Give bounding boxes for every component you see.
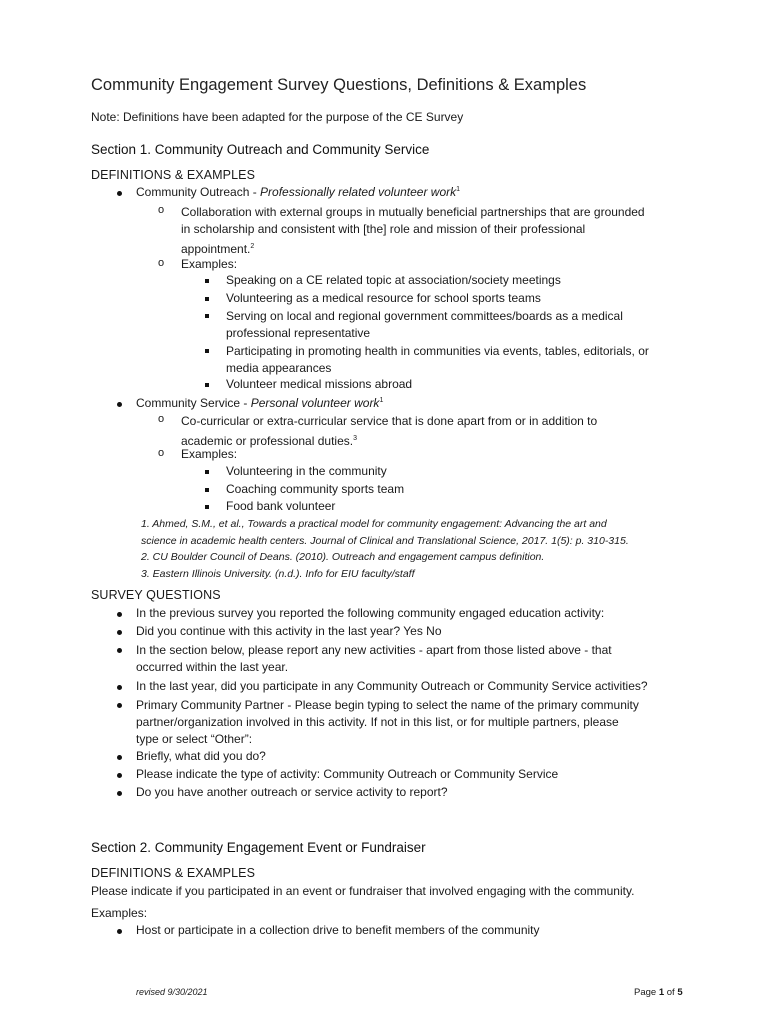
outreach-examples-label: Examples: — [181, 257, 238, 271]
service-italic: Personal volunteer work — [250, 396, 380, 410]
survey-question: In the previous survey you reported the following community engaged education activity: — [136, 606, 605, 620]
outreach-example: Volunteering as a medical resource for school sports teams — [226, 291, 541, 305]
outreach-definition-line: Collaboration with external groups in mutually beneficial partnerships that are grounded — [181, 205, 645, 219]
bullet-icon — [117, 755, 122, 760]
bullet-icon — [117, 402, 122, 407]
circle-bullet-icon: o — [158, 204, 165, 216]
section-2-intro: Please indicate if you participated in an event or fundraiser that involved engaging with the community. — [91, 884, 635, 898]
square-bullet-icon — [205, 470, 209, 474]
service-definition-sup: 3 — [353, 435, 357, 442]
bullet-icon — [117, 648, 122, 653]
section-2-example: Host or participate in a collection drive to benefit members of the community — [136, 923, 540, 937]
bullet-icon — [117, 191, 122, 196]
square-bullet-icon — [205, 488, 209, 492]
service-example: Coaching community sports team — [226, 482, 405, 496]
square-bullet-icon — [205, 279, 209, 283]
square-bullet-icon — [205, 349, 209, 353]
square-bullet-icon — [205, 383, 209, 387]
survey-question: In the section below, please report any new activities - apart from those listed above - that occurred within the last year. — [136, 643, 612, 674]
square-bullet-icon — [205, 505, 209, 509]
bullet-icon — [117, 630, 122, 635]
survey-question: Briefly, what did you do? — [136, 749, 266, 763]
bullet-icon — [117, 791, 122, 796]
reference-line: 2. CU Boulder Council of Deans. (2010). Outreach and engagement campus definition. — [141, 551, 545, 563]
current-page: 1 — [658, 987, 665, 998]
circle-bullet-icon: o — [158, 447, 165, 459]
survey-question: Primary Community Partner - Please begin typing to select the name of the primary community partner/organization involved in this activity. If not in this list, or for multiple partners, please type or select “Other”: — [136, 698, 639, 746]
section-1-heading: Section 1. Community Outreach and Community Service — [91, 142, 430, 157]
outreach-example: Serving on local and regional government committees/boards as a medical professional representative — [226, 309, 623, 340]
reference-line: science in academic health centers. Journal of Clinical and Translational Science, 2017. 1(5): p. 310-315. — [141, 534, 629, 547]
bullet-icon — [117, 773, 122, 778]
outreach-definition-line: appointment.$^2$ — [181, 242, 255, 256]
survey-questions-heading: SURVEY QUESTIONS — [91, 588, 221, 602]
total-pages: 5 — [677, 987, 683, 998]
page-number: Page 1 of 5 — [634, 987, 683, 998]
bullet-icon — [117, 703, 122, 708]
service-label: Community Service - — [136, 396, 251, 410]
section-2-examples-label: Examples: — [91, 906, 148, 920]
service-title — [136, 396, 383, 410]
references — [141, 516, 629, 582]
service-examples-label: Examples: — [181, 447, 238, 461]
outreach-example: Speaking on a CE related topic at association/society meetings — [226, 273, 561, 287]
outreach-title — [136, 185, 460, 199]
section-2-definitions-heading: DEFINITIONS & EXAMPLES — [91, 866, 256, 880]
survey-question: Do you have another outreach or service activity to report? — [136, 785, 448, 799]
outreach-sup: 1 — [456, 186, 461, 193]
reference-line: 3. Eastern Illinois University. (n.d.). Info for EIU faculty/staff — [141, 567, 415, 580]
service-example: Food bank volunteer — [226, 499, 336, 513]
page-title: Community Engagement Survey Questions, Definitions & Examples — [91, 76, 587, 94]
survey-question: Please indicate the type of activity: Community Outreach or Community Service — [136, 767, 559, 781]
outreach-example: Participating in promoting health in communities via events, tables, editorials, or media appearances — [226, 344, 649, 375]
circle-bullet-icon: o — [158, 257, 165, 269]
outreach-definition — [181, 204, 645, 258]
survey-question: In the last year, did you participate in any Community Outreach or Community Service activities? — [136, 679, 648, 693]
outreach-italic: Professionally related volunteer work — [260, 185, 457, 199]
square-bullet-icon — [205, 297, 209, 301]
square-bullet-icon — [205, 314, 209, 318]
outreach-example: Volunteer medical missions abroad — [226, 377, 413, 391]
circle-bullet-icon: o — [158, 413, 165, 425]
reference-line: 1. Ahmed, S.M., et al., Towards a practical model for community engagement: Advancing the art and — [141, 518, 607, 530]
survey-question: Did you continue with this activity in the last year? Yes No — [136, 624, 442, 638]
outreach-definition-line: in scholarship and consistent with [the] role and mission of their professional — [181, 222, 586, 236]
outreach-label: Community Outreach - — [136, 185, 261, 199]
section-2-heading: Section 2. Community Engagement Event or Fundraiser — [91, 840, 426, 855]
note-text: Note: Definitions have been adapted for the purpose of the CE Survey — [91, 110, 464, 124]
outreach-definition-sup: 2 — [250, 243, 255, 250]
bullet-icon — [117, 685, 122, 690]
service-definition: Co-curricular or extra-curricular service that is done apart from or in addition to academic or professional duties.$^3$ — [181, 414, 598, 448]
service-sup: 1 — [379, 397, 384, 404]
section-1-definitions-heading: DEFINITIONS & EXAMPLES — [91, 168, 256, 182]
service-example: Volunteering in the community — [226, 464, 387, 478]
revised-date: revised 9/30/2021 — [136, 987, 208, 997]
bullet-icon — [117, 612, 122, 617]
bullet-icon — [117, 929, 122, 934]
